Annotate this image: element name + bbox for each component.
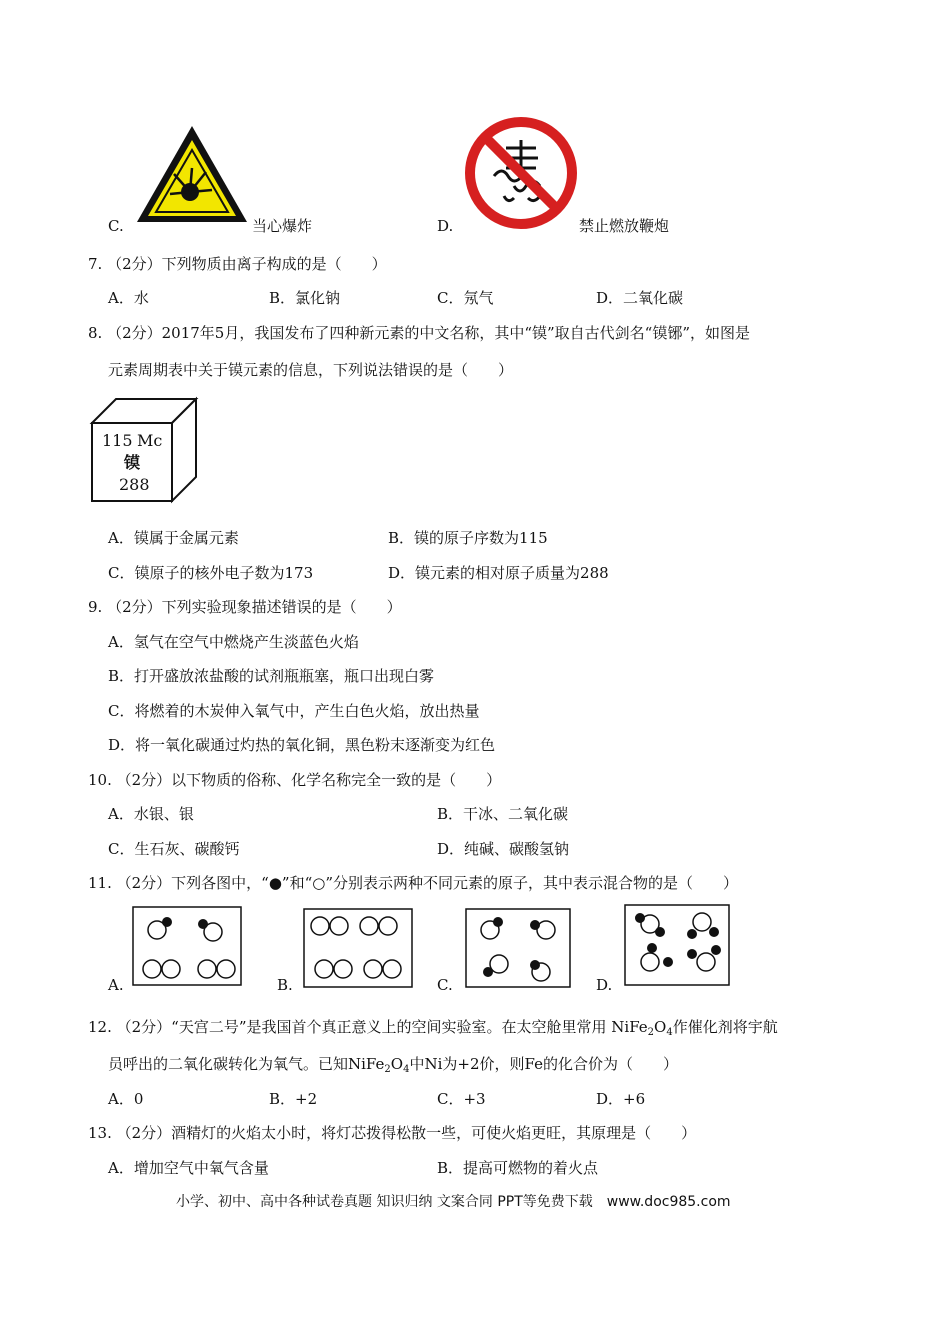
- q8-stem-line1: 8. （2分）2017年5月，我国发布了四种新元素的中文名称，其中“镆”取自古代剑名“镆铘”，如图是: [88, 324, 751, 342]
- q12-option-c: C．+3: [437, 1090, 486, 1108]
- q12-line1-sub4: 4: [666, 1027, 673, 1038]
- q12-option-b: B．+2: [269, 1090, 318, 1108]
- q12-option-a: A．0: [108, 1090, 144, 1108]
- q12-line1-post: 作催化剂将宇航: [672, 1018, 778, 1036]
- q9-stem: 9. （2分）下列实验现象描述错误的是（ ）: [88, 598, 402, 616]
- q10-option-b: B．干冰、二氧化碳: [437, 805, 569, 823]
- q11-diagram-a: [132, 906, 242, 986]
- q11-diagram-c: [465, 908, 571, 988]
- q11-option-a: A.: [108, 976, 124, 994]
- q10-stem: 10. （2分）以下物质的俗称、化学名称完全一致的是（ ）: [88, 771, 502, 789]
- q11-option-c: C.: [437, 976, 453, 994]
- q11-option-d: D.: [596, 976, 613, 994]
- q7-option-d: D．二氧化碳: [596, 289, 684, 307]
- q12-line1-sub2: 2: [647, 1027, 655, 1038]
- page-footer-link[interactable]: 小学、初中、高中各种试卷真题 知识归纳 文案合同 PPT等免费下载 www.doc985.com: [176, 1194, 731, 1210]
- q12-line2-pre: 员呼出的二氧化碳转化为氧气。已知NiFe: [108, 1055, 385, 1073]
- q12-line1-mid: O: [654, 1018, 667, 1036]
- element-symbol: Mc: [137, 431, 163, 450]
- q11-stem: 11. （2分）下列各图中，“●”和“○”分别表示两种不同元素的原子，其中表示混合物的是（ ）: [88, 874, 739, 892]
- q7-option-c: C．氖气: [437, 289, 494, 307]
- q12-line2-post: 中Ni为+2价，则Fe的化合价为（ ）: [409, 1055, 678, 1073]
- element-atomic-number: 115: [102, 431, 133, 450]
- q12-option-d: D．+6: [596, 1090, 646, 1108]
- q6-option-c-letter: C.: [108, 217, 124, 235]
- q12-line2-sub4: 4: [403, 1064, 410, 1075]
- q7-stem: 7. （2分）下列物质由离子构成的是（ ）: [88, 255, 387, 273]
- q12-line2-sub2: 2: [384, 1064, 391, 1075]
- q13-option-a: A．增加空气中氧气含量: [108, 1159, 269, 1177]
- q6-option-d-text: 禁止燃放鞭炮: [579, 217, 670, 235]
- q10-option-a: A．水银、银: [108, 805, 194, 823]
- q11-diagram-b: [303, 908, 413, 988]
- q9-option-a: A．氢气在空气中燃烧产生淡蓝色火焰: [108, 633, 359, 651]
- q9-option-c: C．将燃着的木炭伸入氧气中，产生白色火焰，放出热量: [108, 702, 480, 720]
- q12-line1-pre: 12. （2分）“天宫二号”是我国首个真正意义上的空间实验室。在太空舱里常用 NiFe: [88, 1018, 648, 1036]
- q8-option-c: C．镆原子的核外电子数为173: [108, 564, 314, 582]
- q6-option-d-letter: D.: [437, 217, 454, 235]
- q12-line2-mid: O: [390, 1055, 404, 1073]
- q8-option-a: A．镆属于金属元素: [108, 529, 239, 547]
- q13-stem: 13. （2分）酒精灯的火焰太小时，将灯芯拨得松散一些，可使火焰更旺，其原理是（ ）: [88, 1124, 697, 1142]
- q12-stem-line2: [108, 1054, 678, 1077]
- q9-option-d: D．将一氧化碳通过灼热的氧化铜，黑色粉末逐渐变为红色: [108, 736, 496, 754]
- q11-option-b: B.: [277, 976, 293, 994]
- q12-stem-line1: [88, 1017, 778, 1040]
- explosion-warning-sign: [132, 122, 252, 232]
- q9-option-b: B．打开盛放浓盐酸的试剂瓶瓶塞，瓶口出现白雾: [108, 667, 435, 685]
- no-firecrackers-sign: [464, 116, 578, 230]
- q7-option-a: A．水: [108, 289, 149, 307]
- q13-option-b: B．提高可燃物的着火点: [437, 1159, 599, 1177]
- q8-option-b: B．镆的原子序数为115: [388, 529, 548, 547]
- q11-diagram-d: [624, 904, 730, 986]
- q10-option-c: C．生石灰、碳酸钙: [108, 840, 240, 858]
- q10-option-d: D．纯碱、碳酸氢钠: [437, 840, 570, 858]
- q8-option-d: D．镆元素的相对原子质量为288: [388, 564, 609, 582]
- q7-option-b: B．氯化钠: [269, 289, 341, 307]
- element-name: 镆: [124, 453, 141, 472]
- element-atomic-mass: 288: [119, 475, 150, 494]
- q6-option-c-text: 当心爆炸: [252, 217, 313, 235]
- q8-stem-line2: 元素周期表中关于镆元素的信息，下列说法错误的是（ ）: [108, 361, 514, 379]
